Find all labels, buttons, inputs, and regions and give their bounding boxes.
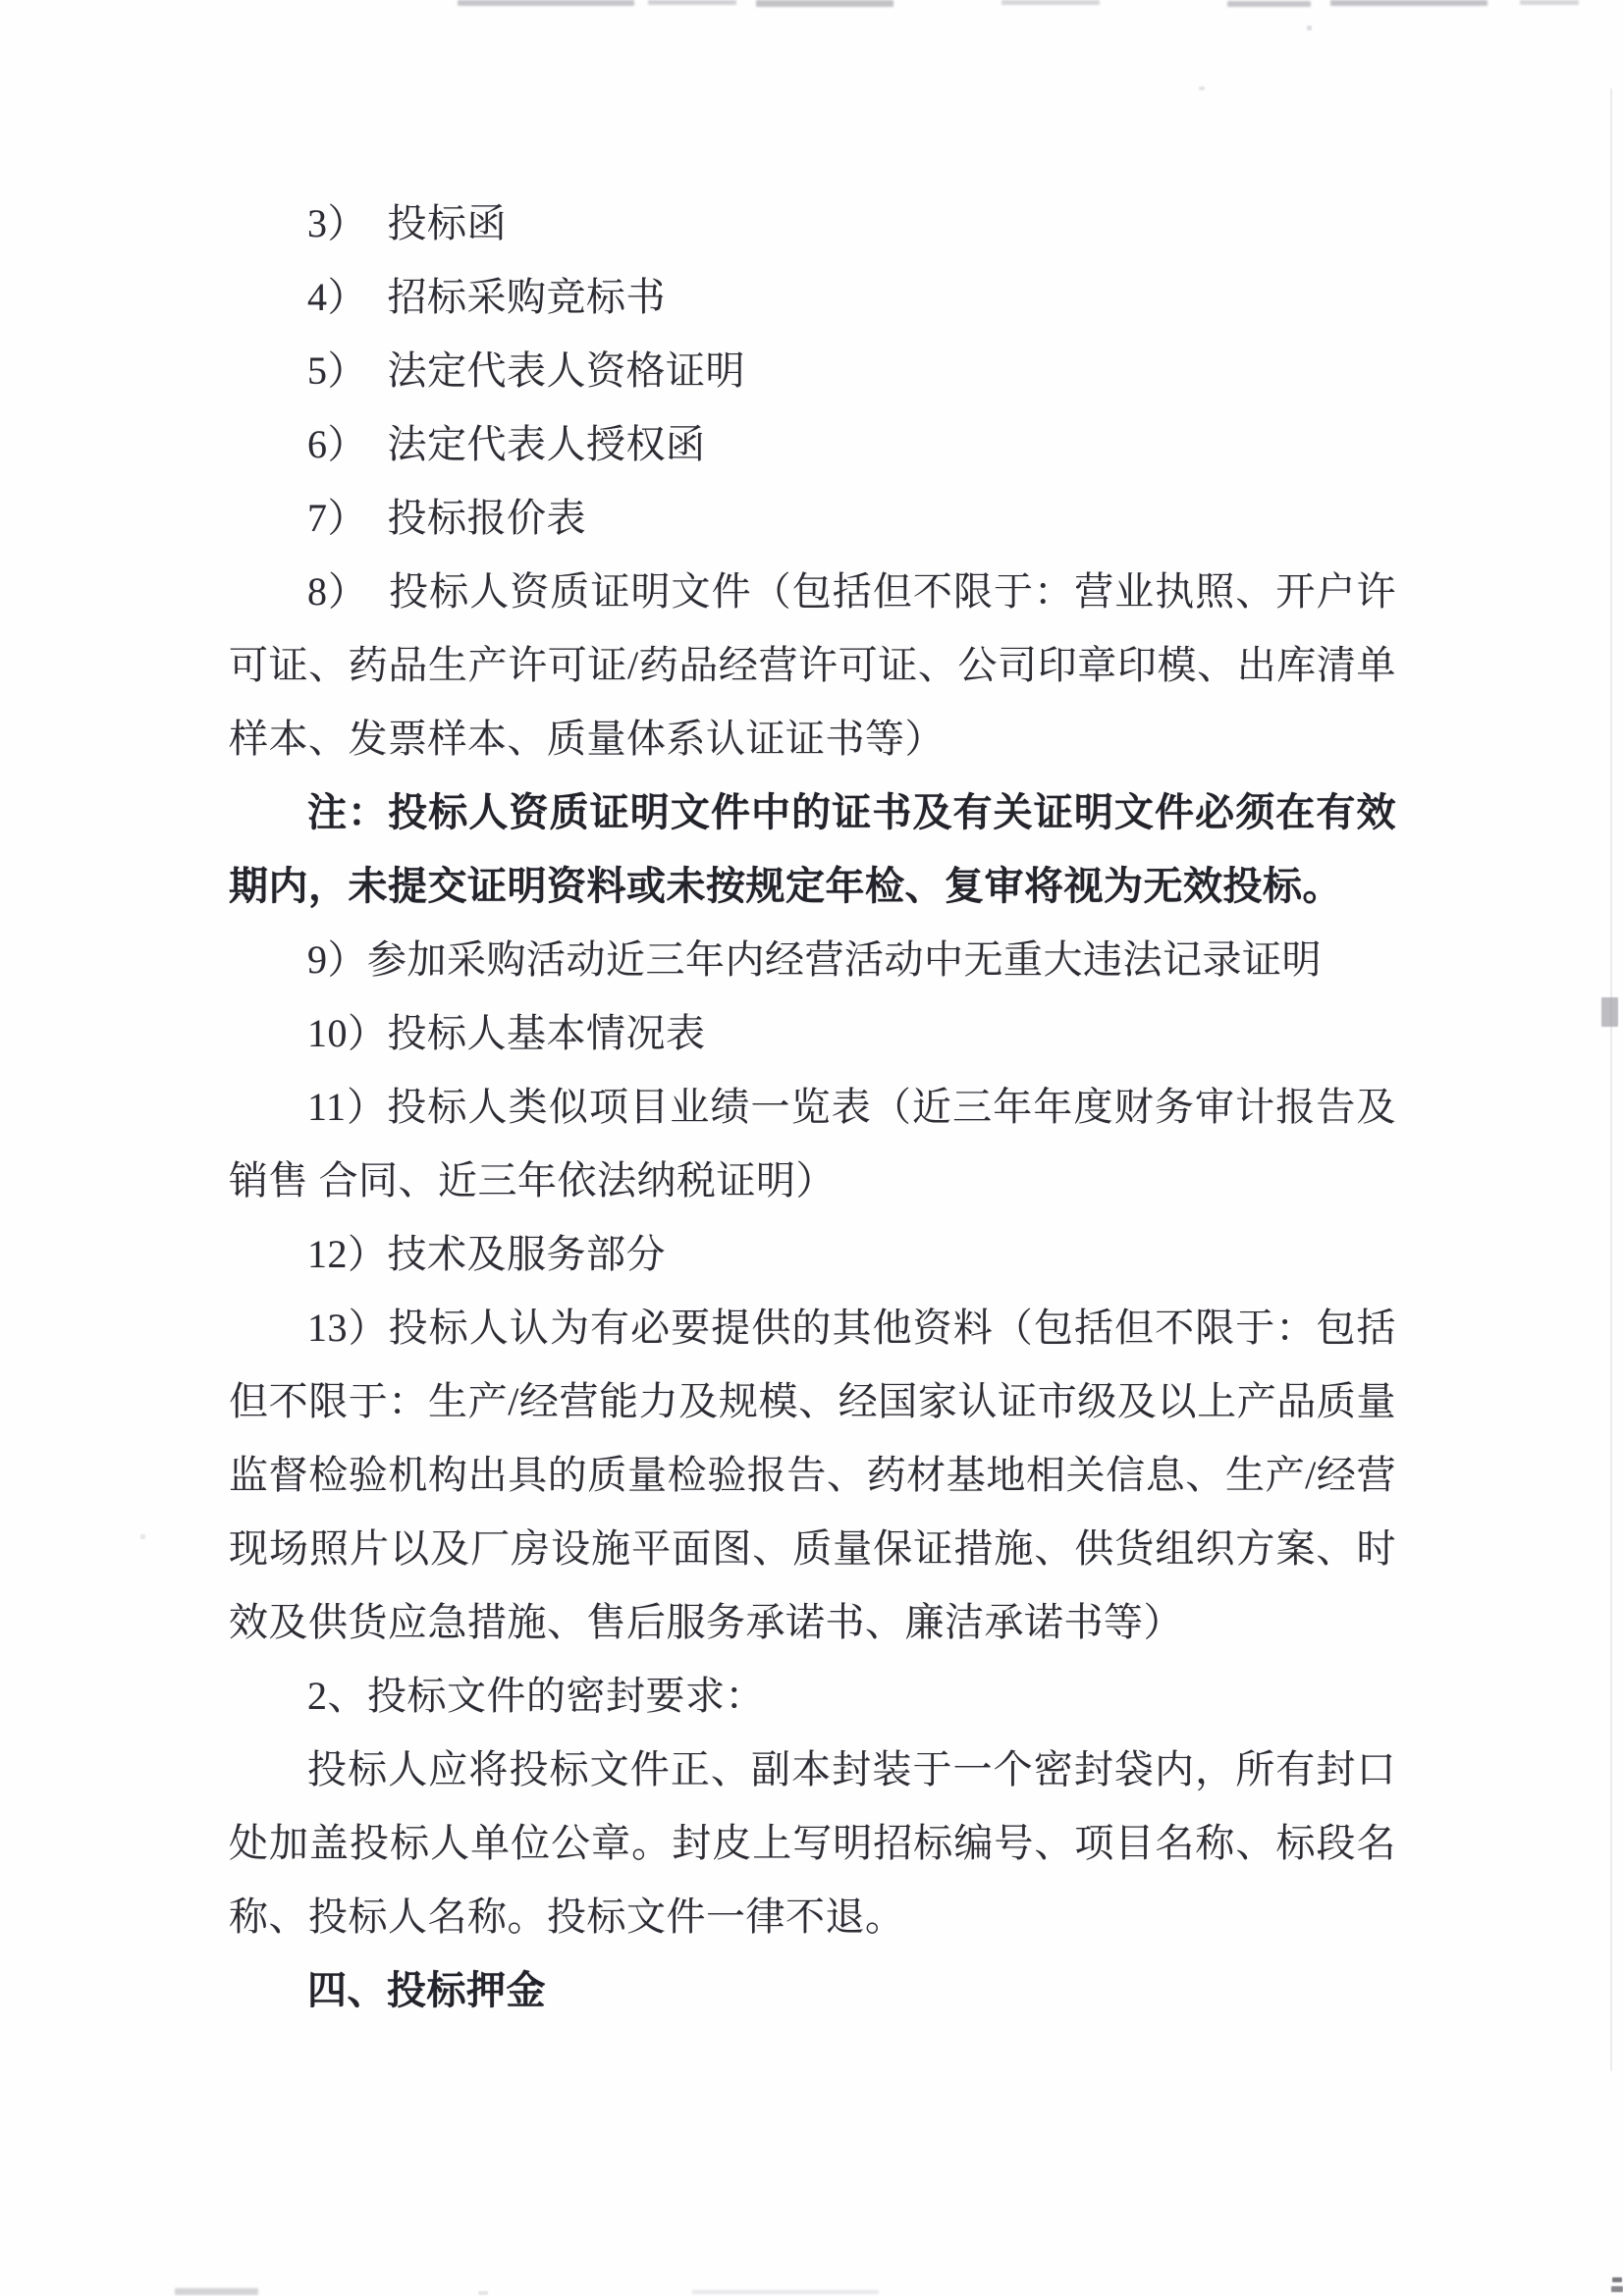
text-line: 13）投标人认为有必要提供的其他资料（包括但不限于：包括 — [307, 1306, 1396, 1350]
text-line: 但不限于：生产/经营能力及规模、经国家认证市级及以上产品质量 — [229, 1379, 1396, 1423]
scan-artifact — [1611, 2286, 1623, 2292]
text-line: 现场照片以及厂房设施平面图、质量保证措施、供货组织方案、时 — [229, 1526, 1396, 1571]
scan-artifact — [140, 1534, 145, 1539]
text-line: 称、投标人名称。投标文件一律不退。 — [229, 1895, 905, 1939]
text-line: 12）技术及服务部分 — [307, 1232, 666, 1276]
scan-artifact — [1307, 26, 1312, 30]
scan-artifact — [648, 0, 736, 5]
scan-artifact — [1520, 0, 1579, 5]
text-line: 8） 投标人资质证明文件（包括但不限于：营业执照、开户许 — [307, 569, 1396, 614]
text-line: 10）投标人基本情况表 — [307, 1011, 706, 1055]
document-body — [229, 187, 1396, 2027]
scan-artifact — [175, 2288, 258, 2295]
scan-artifact — [692, 2290, 879, 2294]
text-line: 2、投标文件的密封要求： — [307, 1674, 765, 1718]
text-line: 5） 法定代表人资格证明 — [307, 348, 745, 393]
scan-artifact — [1001, 0, 1100, 5]
text-line: 处加盖投标人单位公章。封皮上写明招标编号、项目名称、标段名 — [229, 1821, 1396, 1865]
text-line: 效及供货应急措施、售后服务承诺书、廉洁承诺书等） — [229, 1600, 1183, 1644]
text-line: 期内，未提交证明资料或未按规定年检、复审将视为无效投标。 — [229, 864, 1342, 908]
text-line: 7） 投标报价表 — [307, 496, 586, 540]
text-line: 3） 投标函 — [307, 201, 507, 245]
text-line: 9）参加采购活动近三年内经营活动中无重大违法记录证明 — [307, 937, 1322, 982]
text-line: 11）投标人类似项目业绩一览表（近三年年度财务审计报告及 — [307, 1085, 1396, 1129]
scan-artifact — [756, 0, 893, 7]
scan-artifact — [1601, 997, 1618, 1027]
scan-artifact — [1227, 1, 1311, 7]
text-line: 样本、发票样本、质量体系认证证书等） — [229, 717, 945, 761]
text-line: 四、投标押金 — [307, 1968, 546, 2012]
scan-artifact — [1610, 88, 1612, 2071]
text-line: 销售 合同、近三年依法纳税证明） — [229, 1158, 836, 1202]
scan-artifact — [458, 0, 634, 6]
text-line: 可证、药品生产许可证/药品经营许可证、公司印章印模、出库清单 — [229, 643, 1396, 687]
scan-artifact — [1199, 86, 1205, 90]
text-line: 注：投标人资质证明文件中的证书及有关证明文件必须在有效 — [307, 790, 1396, 834]
text-line: 投标人应将投标文件正、副本封装于一个密封袋内，所有封口 — [307, 1747, 1396, 1791]
text-line: 6） 法定代表人授权函 — [307, 422, 706, 466]
text-line: 4） 招标采购竞标书 — [307, 275, 666, 319]
scan-artifact — [1612, 2277, 1622, 2282]
scan-artifact — [478, 2291, 488, 2295]
scan-artifact — [1330, 0, 1488, 6]
text-line: 监督检验机构出具的质量检验报告、药材基地相关信息、生产/经营 — [229, 1453, 1396, 1497]
